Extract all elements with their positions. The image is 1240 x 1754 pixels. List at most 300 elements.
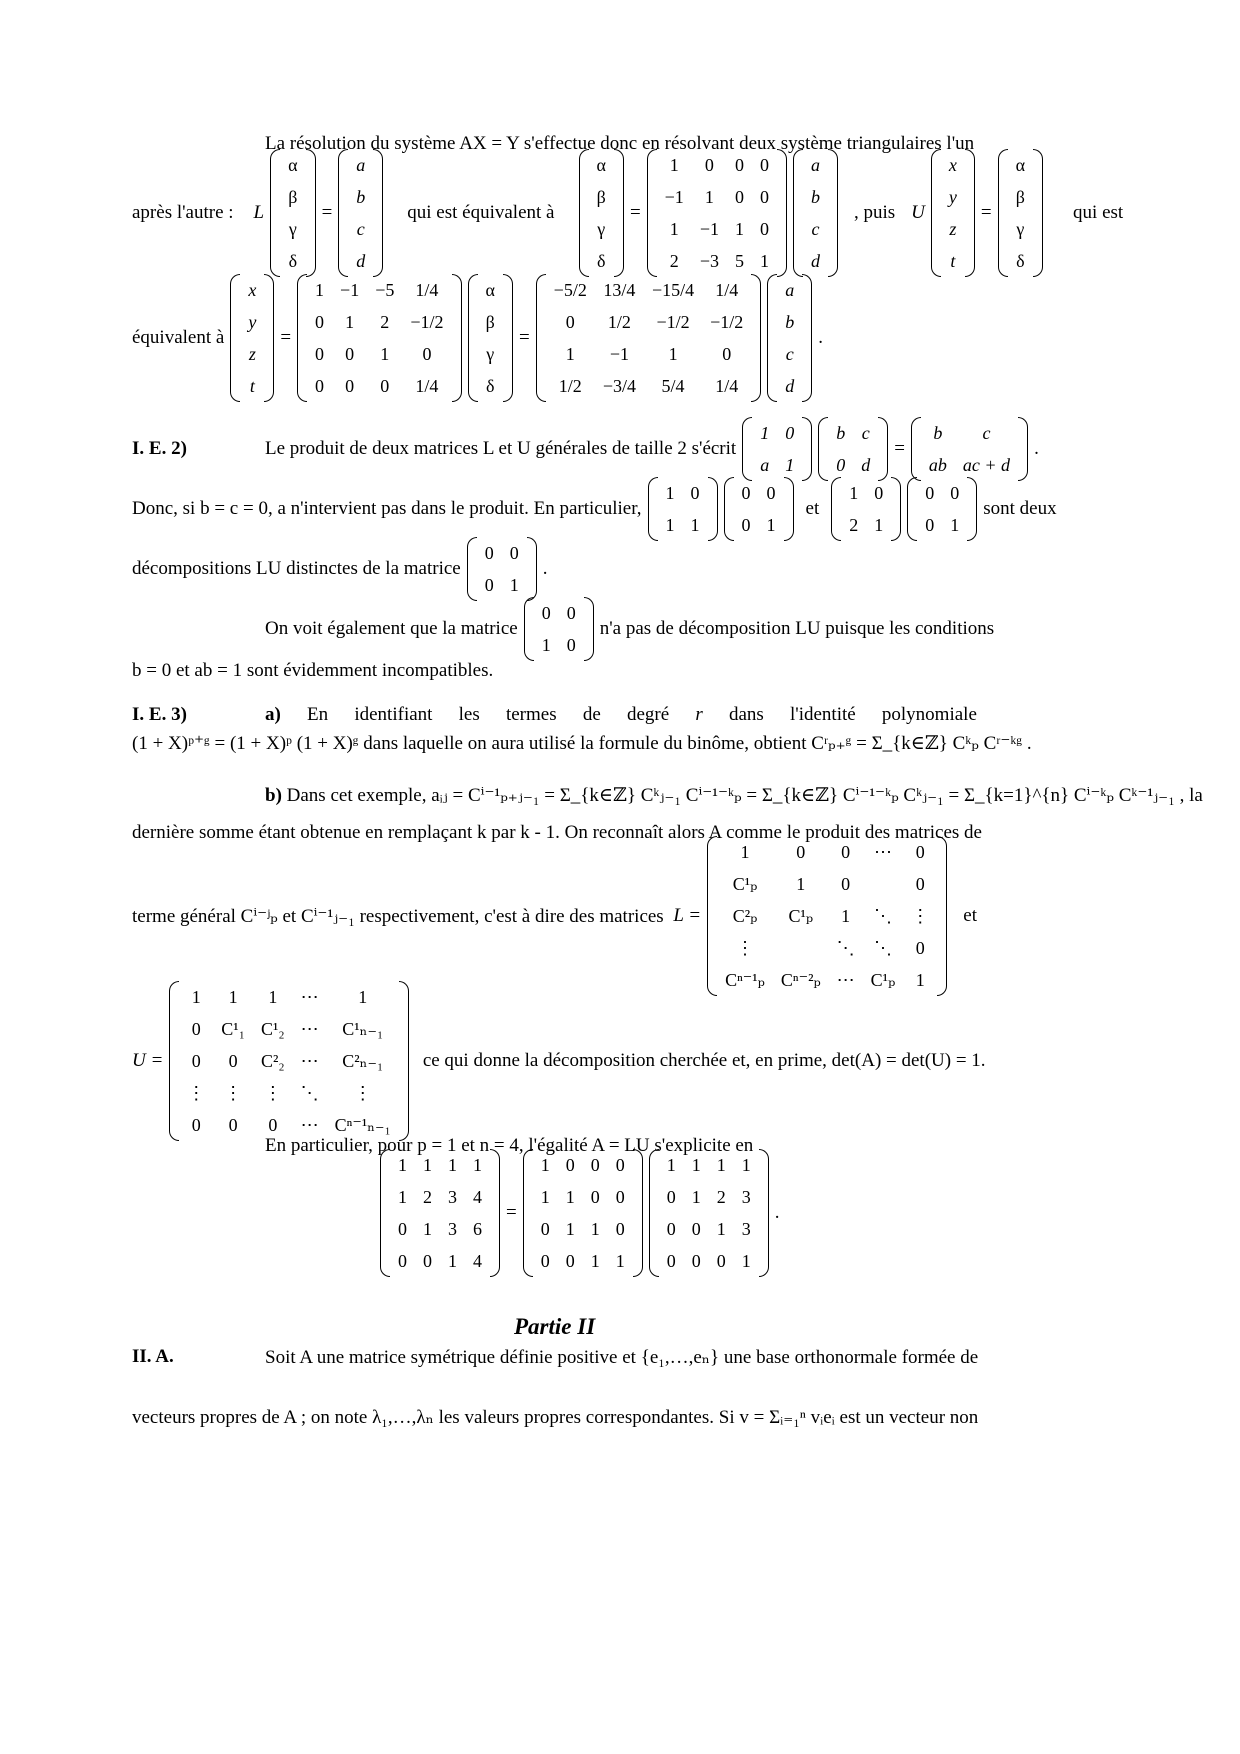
matrix-cell: 2 bbox=[423, 1186, 432, 1207]
A-equals-LU-row bbox=[380, 1154, 780, 1272]
IE3-word: polynomiale bbox=[881, 704, 977, 725]
matrix-cell: ⋮ bbox=[263, 1083, 282, 1104]
greek-vector-3 bbox=[998, 149, 1043, 277]
matrix-cell: ⋮ bbox=[736, 938, 754, 959]
matrix-cell: 0 bbox=[666, 1219, 676, 1239]
L-inverse-matrix bbox=[647, 149, 787, 277]
matrix-cell: 0 bbox=[565, 1154, 575, 1175]
matrix-cell: 1/4 bbox=[415, 279, 439, 300]
IE2-nolu-row bbox=[265, 600, 994, 658]
matrix-cell: 0 bbox=[398, 1219, 407, 1239]
intro-after-text: après l'autre : bbox=[132, 202, 234, 223]
matrix-cell: −5 bbox=[375, 279, 395, 300]
product2-matrix bbox=[911, 417, 1028, 481]
dec2-U-matrix bbox=[907, 477, 977, 541]
puis-text: , puis bbox=[853, 202, 896, 223]
matrix-cell: 2 bbox=[716, 1186, 726, 1207]
matrix-cell: −3 bbox=[699, 251, 719, 272]
matrix-cell: 1/4 bbox=[715, 376, 739, 397]
matrix-cell: ⋯ bbox=[300, 1018, 319, 1039]
matrix-cell: 1 bbox=[716, 1219, 726, 1239]
para1-line1: La résolution du système AX = Y s'effectue donc en résolvant deux système triangulaires l'un bbox=[265, 133, 975, 154]
xyzt-vector-1 bbox=[931, 149, 975, 277]
equals-sign: = bbox=[280, 327, 292, 348]
IE3-b-label: b) bbox=[265, 785, 282, 806]
IE3-word: de bbox=[582, 704, 601, 725]
matrix-cell: 0 bbox=[690, 482, 700, 503]
matrix-cell: 0 bbox=[691, 1251, 701, 1272]
matrix-cell: −1 bbox=[664, 186, 684, 207]
IE3-word: identifiant bbox=[354, 704, 433, 725]
matrix-cell bbox=[773, 932, 829, 964]
matrix-cell: b bbox=[356, 186, 366, 207]
matrix-cell: 1 bbox=[228, 986, 238, 1007]
matrix-cell: 0 bbox=[484, 542, 494, 563]
matrix-cell: 1 bbox=[759, 251, 769, 272]
matrix-cell: 0 bbox=[766, 482, 776, 503]
matrix-cell: 1 bbox=[716, 1154, 726, 1175]
matrix-cell: 0 bbox=[566, 602, 576, 623]
matrix-cell: ⋮ bbox=[911, 905, 930, 926]
matrix-cell: Cⁿ⁻¹ₙ₋₁ bbox=[334, 1115, 391, 1136]
matrix-cell: 0 bbox=[228, 1115, 238, 1136]
matrix-cell: β bbox=[1015, 186, 1025, 207]
matrix-cell: C²ₚ bbox=[732, 905, 758, 926]
matrix-cell: C¹ₚ bbox=[732, 873, 758, 894]
equivalent-a-text: équivalent à bbox=[132, 327, 225, 348]
matrix-cell: a bbox=[760, 455, 770, 475]
matrix-cell: −1 bbox=[340, 279, 360, 300]
IE3-L-row bbox=[132, 841, 977, 991]
matrix-cell: 0 bbox=[615, 1186, 625, 1207]
abcd-vector-3 bbox=[767, 274, 812, 402]
matrix-cell: γ bbox=[597, 219, 606, 239]
matrix-cell: b bbox=[785, 311, 795, 332]
matrix-cell: 1 bbox=[315, 279, 325, 300]
IE3-b-line3: terme général Cⁱ⁻ʲₚ et Cⁱ⁻¹ⱼ₋₁ respectivement, c'est à dire des matrices bbox=[132, 905, 664, 927]
matrix-cell: 1 bbox=[665, 482, 675, 503]
matrix-cell: 3 bbox=[741, 1186, 751, 1207]
matrix-cell: 0 bbox=[691, 1219, 701, 1239]
matrix-cell: y bbox=[948, 186, 957, 207]
matrix-cell: a bbox=[785, 279, 795, 300]
matrix-cell: ab bbox=[928, 455, 947, 475]
period: . bbox=[1034, 438, 1039, 459]
matrix-cell: β bbox=[485, 311, 495, 332]
matrix-cell: d bbox=[356, 251, 366, 272]
matrix-cell: 1 bbox=[423, 1219, 432, 1239]
matrix-cell: −3/4 bbox=[602, 376, 636, 397]
matrix-cell: δ bbox=[1016, 251, 1025, 272]
IE3-b-text: Dans cet exemple, aᵢⱼ = Cⁱ⁻¹ₚ₊ⱼ₋₁ = Σ_{k∈ℤ} Cᵏⱼ₋₁ Cⁱ⁻¹⁻ᵏₚ = Σ_{k∈ℤ} Cⁱ⁻¹⁻ᵏₚ Cᵏⱼ₋₁ = Σ_{k=1}^{n} Cⁱ⁻ᵏₚ Cᵏ⁻¹ⱼ₋₁ , la bbox=[286, 785, 1203, 806]
matrix-cell: δ bbox=[288, 251, 298, 272]
matrix-cell: 0 bbox=[423, 1251, 432, 1272]
matrix-cell: ⋯ bbox=[873, 841, 892, 862]
matrix-cell: 0 bbox=[704, 154, 714, 175]
particulier-text: En particulier, pour p = 1 et n = 4, l'égalité A = LU s'explicite en bbox=[265, 1135, 754, 1156]
L-general-matrix bbox=[707, 836, 947, 996]
L-symbol: L bbox=[253, 202, 265, 223]
matrix-cell: β bbox=[596, 186, 606, 207]
matrix-cell: δ bbox=[596, 251, 606, 272]
matrix-cell: 0 bbox=[950, 482, 960, 503]
matrix-cell: c bbox=[982, 422, 991, 443]
matrix-cell: 0 bbox=[484, 575, 494, 595]
U-inverse-matrix bbox=[297, 274, 461, 402]
matrix-cell: 1 bbox=[615, 1251, 625, 1272]
IE2-text: Le produit de deux matrices L et U générales de taille 2 s'écrit bbox=[265, 438, 737, 459]
matrix-cell: C¹₁ bbox=[221, 1018, 245, 1039]
matrix-cell: 0 bbox=[590, 1154, 600, 1175]
IE2-line3: décompositions LU distinctes de la matrice bbox=[132, 558, 461, 579]
matrix-cell: 1 bbox=[268, 986, 278, 1007]
equals-sign: = bbox=[980, 202, 992, 223]
matrix-cell: c bbox=[861, 422, 870, 443]
matrix-cell: 0 bbox=[566, 635, 576, 655]
matrix-cell: 1 bbox=[874, 515, 884, 535]
matrix-cell: 1 bbox=[796, 873, 806, 894]
matrix-cell: −1 bbox=[609, 344, 629, 364]
matrix-cell: 1 bbox=[740, 841, 750, 862]
matrix-cell: C¹ₙ₋₁ bbox=[342, 1018, 384, 1039]
matrix-cell: ⋯ bbox=[300, 986, 319, 1007]
matrix-cell: 0 bbox=[541, 602, 551, 623]
matrix-cell: C¹ₚ bbox=[870, 970, 896, 991]
target-matrix bbox=[467, 537, 537, 601]
inverse-solution-row bbox=[132, 278, 823, 398]
matrix-cell: 1 bbox=[509, 575, 519, 595]
matrix-cell: ac + d bbox=[962, 455, 1011, 475]
matrix-cell: 5 bbox=[734, 251, 744, 272]
matrix-cell: ⋱ bbox=[873, 905, 892, 926]
matrix-cell: C²₂ bbox=[260, 1050, 285, 1071]
matrix-cell: γ bbox=[486, 344, 495, 364]
matrix-cell: 3 bbox=[448, 1186, 457, 1207]
matrix-cell: x bbox=[248, 279, 257, 300]
et-text: et bbox=[963, 905, 977, 926]
period: . bbox=[774, 1202, 780, 1223]
matrix-cell: 1 bbox=[565, 1186, 575, 1207]
matrix-cell: t bbox=[950, 251, 956, 272]
IE3-word: dans bbox=[728, 704, 764, 725]
matrix-cell: 1 bbox=[760, 422, 770, 443]
matrix-cell: 0 bbox=[759, 219, 769, 239]
matrix-cell: 0 bbox=[874, 482, 884, 503]
matrix-cell: c bbox=[785, 344, 794, 364]
matrix-cell: 1/4 bbox=[415, 376, 439, 397]
matrix-cell: 1 bbox=[741, 1154, 751, 1175]
IE3-word: termes bbox=[505, 704, 557, 725]
matrix-cell: 0 bbox=[191, 1050, 201, 1071]
IIA-line1: Soit A une matrice symétrique définie positive et {e₁,…,eₙ} une base orthonormale formée de bbox=[265, 1347, 979, 1368]
matrix-cell: b bbox=[836, 422, 846, 443]
matrix-cell: 1 bbox=[565, 344, 575, 364]
matrix-cell: 0 bbox=[734, 186, 744, 207]
equals-sign: = bbox=[518, 327, 530, 348]
L-eq: L = bbox=[673, 905, 702, 926]
matrix-cell: 1 bbox=[785, 455, 795, 475]
IE2-decompositions-row bbox=[132, 480, 1057, 538]
matrix-cell: −1/2 bbox=[410, 311, 444, 332]
matrix-cell: 1 bbox=[841, 905, 851, 926]
matrix-cell: 0 bbox=[268, 1115, 278, 1136]
matrix-cell: 0 bbox=[509, 542, 519, 563]
IE3-b-line bbox=[265, 784, 1203, 807]
matrix-cell: 1 bbox=[565, 1219, 575, 1239]
matrix-cell: 1 bbox=[669, 219, 679, 239]
matrix-cell: α bbox=[485, 279, 495, 300]
IIA-line2: vecteurs propres de A ; on note λ₁,…,λₙ les valeurs propres correspondantes. Si v = Σᵢ₌₁ⁿ vᵢeᵢ est un vecteur non bbox=[132, 1407, 979, 1428]
matrix-cell: −1/2 bbox=[656, 311, 690, 332]
conclusion-text: ce qui donne la décomposition cherchée et, en prime, det(A) = det(U) = 1. bbox=[422, 1050, 986, 1071]
equals-sign: = bbox=[321, 202, 333, 223]
matrix-cell: x bbox=[948, 154, 957, 175]
abcd-vector-1 bbox=[338, 149, 383, 277]
matrix-cell: Cⁿ⁻²ₚ bbox=[780, 970, 821, 991]
matrix-cell: 1 bbox=[666, 1154, 676, 1175]
matrix-cell: ⋯ bbox=[300, 1115, 319, 1136]
qui-est-text: qui est bbox=[1073, 202, 1124, 223]
IE2-target-row bbox=[132, 540, 547, 598]
IE2-line2b: sont deux bbox=[983, 498, 1057, 519]
matrix-cell: 3 bbox=[448, 1219, 457, 1239]
matrix-cell: 1/2 bbox=[558, 376, 582, 397]
matrix-cell: 1 bbox=[423, 1154, 432, 1175]
matrix-cell: ⋱ bbox=[300, 1083, 319, 1104]
matrix-cell: 1 bbox=[448, 1251, 457, 1272]
matrix-cell: t bbox=[249, 376, 255, 397]
matrix-cell: C¹₂ bbox=[260, 1018, 285, 1039]
IE2-line4a: On voit également que la matrice bbox=[265, 618, 518, 639]
matrix-cell: y bbox=[248, 311, 257, 332]
system-equations-row bbox=[132, 154, 1124, 272]
matrix-cell: d bbox=[861, 455, 871, 475]
matrix-cell: 1 bbox=[541, 635, 551, 655]
matrix-cell: 0 bbox=[228, 1050, 238, 1071]
section-IE2-label: I. E. 2) bbox=[132, 438, 187, 459]
matrix-cell: 0 bbox=[841, 841, 851, 862]
matrix-cell: c bbox=[356, 219, 365, 239]
greek-vector-4 bbox=[468, 274, 513, 402]
matrix-cell: 0 bbox=[398, 1251, 407, 1272]
matrix-cell: 1/4 bbox=[715, 279, 739, 300]
U-general-matrix bbox=[169, 981, 409, 1141]
matrix-cell: 1 bbox=[734, 219, 744, 239]
equals-sign: = bbox=[894, 438, 905, 459]
matrix-cell: 0 bbox=[722, 344, 732, 364]
matrix-cell: 1 bbox=[665, 515, 675, 535]
A4-matrix bbox=[380, 1149, 500, 1277]
matrix-cell: b bbox=[810, 186, 820, 207]
IE2-line2a: Donc, si b = c = 0, a n'intervient pas dans le produit. En particulier, bbox=[132, 498, 642, 519]
matrix-cell: 3 bbox=[741, 1219, 751, 1239]
xyzt-vector-2 bbox=[230, 274, 274, 402]
period: . bbox=[542, 558, 548, 579]
matrix-cell: −5/2 bbox=[553, 279, 587, 300]
matrix-cell: 0 bbox=[422, 344, 432, 364]
matrix-cell: 1 bbox=[766, 515, 776, 535]
section-IIA-label: II. A. bbox=[132, 1346, 174, 1367]
L4-matrix bbox=[523, 1149, 643, 1277]
IE3-word: les bbox=[458, 704, 480, 725]
matrix-cell: a bbox=[356, 154, 366, 175]
matrix-cell: 1 bbox=[590, 1251, 600, 1272]
matrix-cell: 0 bbox=[666, 1251, 676, 1272]
matrix-cell: 13/4 bbox=[603, 279, 636, 300]
matrix-cell: 4 bbox=[473, 1186, 482, 1207]
IE3-word: l'identité bbox=[790, 704, 856, 725]
matrix-cell: 0 bbox=[565, 311, 575, 332]
matrix-cell: α bbox=[288, 154, 298, 175]
matrix-cell: ⋱ bbox=[836, 938, 855, 959]
matrix-cell: 6 bbox=[473, 1219, 482, 1239]
greek-vector-1 bbox=[270, 149, 315, 277]
matrix-cell: z bbox=[248, 344, 256, 364]
matrix-cell: 0 bbox=[796, 841, 806, 862]
matrix-cell: 0 bbox=[915, 873, 925, 894]
IE2-product-row bbox=[265, 420, 1039, 478]
matrix-cell: ⋮ bbox=[187, 1083, 206, 1104]
matrix-cell: z bbox=[949, 219, 957, 239]
matrix-cell: 0 bbox=[915, 938, 925, 959]
U2-matrix bbox=[818, 417, 888, 481]
matrix-cell: α bbox=[1015, 154, 1026, 175]
matrix-cell: γ bbox=[1016, 219, 1025, 239]
matrix-cell: 1 bbox=[398, 1186, 407, 1207]
nolu-matrix bbox=[524, 597, 594, 661]
partie-II-title: Partie II bbox=[514, 1314, 596, 1339]
section-IE3-label: I. E. 3) bbox=[132, 704, 187, 725]
matrix-cell: ⋮ bbox=[353, 1083, 372, 1104]
matrix-cell: Cⁿ⁻¹ₚ bbox=[725, 970, 765, 991]
equals-sign: = bbox=[506, 1202, 517, 1223]
matrix-cell: 1 bbox=[448, 1154, 457, 1175]
matrix-cell: ⋮ bbox=[224, 1083, 243, 1104]
dec1-U-matrix bbox=[724, 477, 794, 541]
greek-vector-2 bbox=[579, 149, 624, 277]
IE2-line5: b = 0 et ab = 1 sont évidemment incompatibles. bbox=[132, 660, 494, 681]
matrix-cell: 2 bbox=[669, 251, 679, 272]
IE3-word: degré bbox=[626, 704, 670, 725]
matrix-cell: C²ₙ₋₁ bbox=[342, 1050, 384, 1071]
matrix-cell: 0 bbox=[759, 154, 769, 175]
et-text: et bbox=[805, 498, 820, 519]
IE3-a-line bbox=[265, 704, 977, 726]
matrix-cell: 2 bbox=[380, 311, 390, 332]
matrix-cell: 0 bbox=[315, 376, 325, 397]
matrix-cell: 0 bbox=[836, 455, 846, 475]
matrix-cell: 0 bbox=[666, 1186, 676, 1207]
matrix-cell: c bbox=[811, 219, 820, 239]
dec2-L-matrix bbox=[831, 477, 901, 541]
matrix-cell: ⋯ bbox=[836, 970, 855, 991]
dec1-L-matrix bbox=[648, 477, 718, 541]
IE3-U-row bbox=[132, 986, 986, 1136]
matrix-cell: 1 bbox=[380, 344, 390, 364]
matrix-cell: 0 bbox=[615, 1154, 625, 1175]
matrix-cell: 1 bbox=[668, 344, 678, 364]
matrix-cell: 1 bbox=[849, 482, 859, 503]
matrix-cell: 0 bbox=[734, 154, 744, 175]
IE3-a-label: a) bbox=[265, 704, 281, 725]
matrix-cell: −1 bbox=[699, 219, 719, 239]
U-eq: U = bbox=[132, 1050, 164, 1071]
IE3-b-line2: dernière somme étant obtenue en remplaçant k par k - 1. On reconnaît alors A comme le produit des matrices de bbox=[132, 822, 982, 843]
matrix-cell: 1 bbox=[690, 515, 700, 535]
matrix-cell: b bbox=[933, 422, 943, 443]
matrix-cell: 1 bbox=[345, 311, 355, 332]
matrix-cell: 0 bbox=[315, 311, 325, 332]
matrix-cell: 0 bbox=[540, 1251, 550, 1272]
matrix-cell: δ bbox=[485, 376, 495, 397]
matrix-cell: C¹ₚ bbox=[788, 905, 814, 926]
matrix-cell: 5/4 bbox=[661, 376, 685, 397]
matrix-cell: 0 bbox=[716, 1251, 726, 1272]
matrix-cell: ⋱ bbox=[873, 938, 892, 959]
matrix-cell: α bbox=[596, 154, 606, 175]
matrix-cell: 1 bbox=[915, 970, 925, 991]
U4-matrix bbox=[649, 1149, 769, 1277]
matrix-cell: 0 bbox=[345, 344, 355, 364]
qui-equiv-text: qui est équivalent à bbox=[407, 202, 555, 223]
matrix-cell: 2 bbox=[849, 515, 859, 535]
matrix-cell: 1 bbox=[590, 1219, 600, 1239]
matrix-cell: β bbox=[288, 186, 298, 207]
matrix-cell bbox=[863, 868, 904, 900]
matrix-cell: ⋯ bbox=[300, 1050, 319, 1071]
matrix-cell: 0 bbox=[841, 873, 851, 894]
matrix-cell: −15/4 bbox=[651, 279, 695, 300]
matrix-cell: 0 bbox=[615, 1219, 625, 1239]
matrix-cell: 1 bbox=[691, 1154, 701, 1175]
matrix-cell: 1 bbox=[741, 1251, 751, 1272]
matrix-cell: 1 bbox=[691, 1186, 701, 1207]
matrix-cell: 1 bbox=[540, 1154, 550, 1175]
matrix-cell: 0 bbox=[915, 841, 925, 862]
matrix-cell: 0 bbox=[925, 482, 935, 503]
matrix-cell: 1 bbox=[704, 186, 714, 207]
matrix-cell: 1/2 bbox=[607, 311, 631, 332]
matrix-cell: 4 bbox=[473, 1251, 482, 1272]
matrix-cell: a bbox=[810, 154, 820, 175]
matrix-cell: 1 bbox=[398, 1154, 407, 1175]
matrix-cell: 0 bbox=[191, 1018, 201, 1039]
matrix-cell: 0 bbox=[540, 1219, 550, 1239]
matrix-cell: 1 bbox=[669, 154, 679, 175]
matrix-cell: 0 bbox=[741, 515, 751, 535]
matrix-cell: 0 bbox=[741, 482, 751, 503]
IE2-line4b: n'a pas de décomposition LU puisque les conditions bbox=[599, 618, 995, 639]
matrix-cell: 1 bbox=[358, 986, 368, 1007]
L2-matrix bbox=[742, 417, 812, 481]
A-inverse-matrix bbox=[536, 274, 762, 402]
matrix-cell: γ bbox=[288, 219, 297, 239]
matrix-cell: 0 bbox=[785, 422, 795, 443]
matrix-cell: 1 bbox=[191, 986, 201, 1007]
U-symbol: U bbox=[911, 202, 925, 223]
matrix-cell: 0 bbox=[380, 376, 390, 397]
matrix-cell: d bbox=[785, 376, 795, 397]
IE3-word: r bbox=[695, 704, 703, 725]
matrix-cell: d bbox=[810, 251, 820, 272]
period: . bbox=[818, 327, 824, 348]
IE3-word: En bbox=[307, 704, 329, 725]
matrix-cell: 1 bbox=[950, 515, 960, 535]
matrix-cell: 0 bbox=[565, 1251, 575, 1272]
abcd-vector-2 bbox=[793, 149, 838, 277]
matrix-cell: 0 bbox=[345, 376, 355, 397]
matrix-cell: 0 bbox=[315, 344, 325, 364]
